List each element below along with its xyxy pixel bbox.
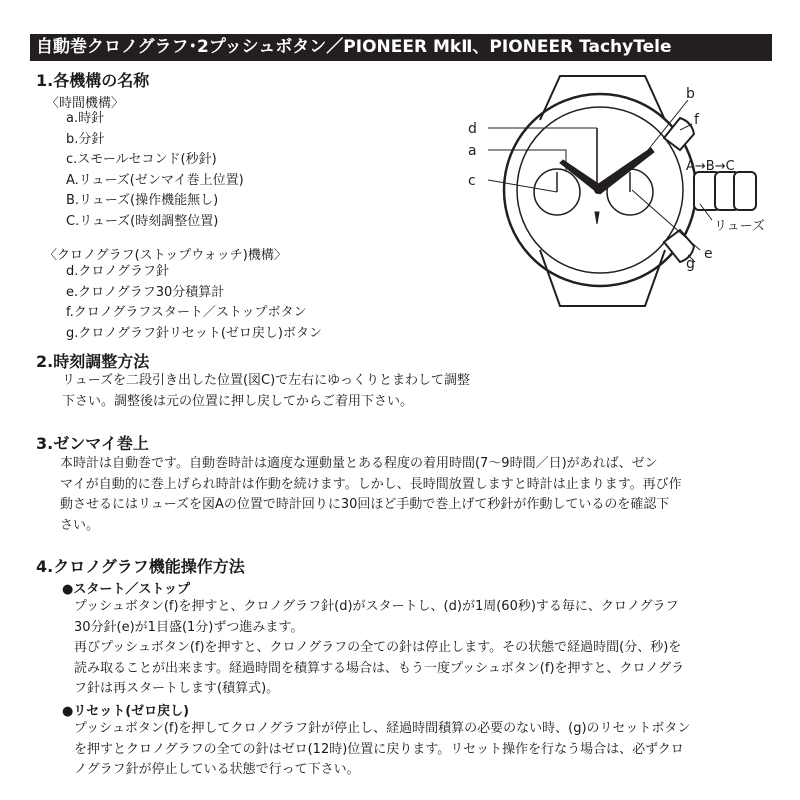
label-a: a [468,143,477,159]
crown-position-c [734,172,756,210]
strap-top [540,76,665,120]
list-item: e.クロノグラフ30分積算計 [66,284,225,300]
section2-heading: 2.時刻調整方法 [36,352,150,371]
list-item: B.リューズ(操作機能無し) [66,193,219,208]
list-item: C.リューズ(時刻調整位置) [66,213,219,229]
page-title: 自動巻クロノグラフ･2プッシュボタン／PIONEER MkⅡ、PIONEER TachyTele [30,34,772,61]
time-mechanism-group-label: 〈時間機構〉 [46,96,125,111]
start-stop-body: プッシュボタン(f)を押すと、クロノグラフ針(d)がスタートし、(d)が1周(60秒)する毎に、クロノグラフ 30分針(e)が1目盛(1分)ずつ進みます。 再びプッシュボタン(f)を押すと、クロノグラフの全ての針は停止します。その状態で経過時間(分、秒)を 読み取ることが出来ます。経過時間を積算する場合は、もう一度プッシュボタン(f)を押すと、クロノグラ フ針は再スタートします(積算式)。 [74,599,685,696]
label-b: b [686,86,695,102]
start-stop-heading: ●スタート／ストップ [62,582,190,597]
reset-heading: ●リセット(ゼロ戻し) [62,704,190,719]
label-f: f [694,112,699,128]
chrono-mechanism-group-label: 〈クロノグラフ(ストップウォッチ)機構〉 [44,248,287,263]
list-item: f.クロノグラフスタート／ストップボタン [66,305,307,320]
center-pin [595,187,602,194]
label-e: e [704,246,713,262]
list-item: g.クロノグラフ針リセット(ゼロ戻し)ボタン [66,325,323,341]
list-item: c.スモールセコンド(秒針) [66,152,217,167]
list-item: a.時針 [66,111,105,126]
list-item: A.リューズ(ゼンマイ巻上位置) [66,172,244,188]
section4-heading: 4.クロノグラフ機能操作方法 [36,557,245,576]
section1-heading: 1.各機構の名称 [36,71,150,90]
label-line-c [488,180,557,192]
section2-body: リューズを二段引き出した位置(図C)で左右にゆっくりとまわして調整 下さい。調整後は元の位置に押し戻してからご着用下さい。 [62,373,471,409]
label-g: g [686,256,695,272]
section3-heading: 3.ゼンマイ巻上 [36,434,149,453]
label-d: d [468,121,477,137]
label-crown: リューズ [714,219,765,234]
list-item: d.クロノグラフ針 [66,264,169,279]
chronograph-tail [595,212,599,224]
reset-body: プッシュボタン(f)を押してクロノグラフ針が停止し、経過時間積算の必要のない時、(g)のリセットボタン を押すとクロノグラフの全ての針はゼロ(12時)位置に戻ります。リセット操作を行なう場合は、必ずクロ ノグラフ針が停止している状態で行って下さい。 [74,721,691,777]
section3-body: 本時計は自動巻です。自動巻時計は適度な運動量とある程度の着用時間(7〜9時間／日)があれば、ゼン マイが自動的に巻上げられ時計は作動を続けます。しかし、長時間放置しますと時計は止まります。再び作 動させるにはリューズを図Aの位置で時計回りに30回ほど手動で巻上げて秒針が作動しているのを確認下 さい。 [60,456,682,533]
label-crown-positions: A→B→C [686,159,735,174]
label-c: c [468,173,476,189]
watch-diagram [0,0,800,360]
list-item: b.分針 [66,131,105,147]
minute-hand [594,148,654,194]
